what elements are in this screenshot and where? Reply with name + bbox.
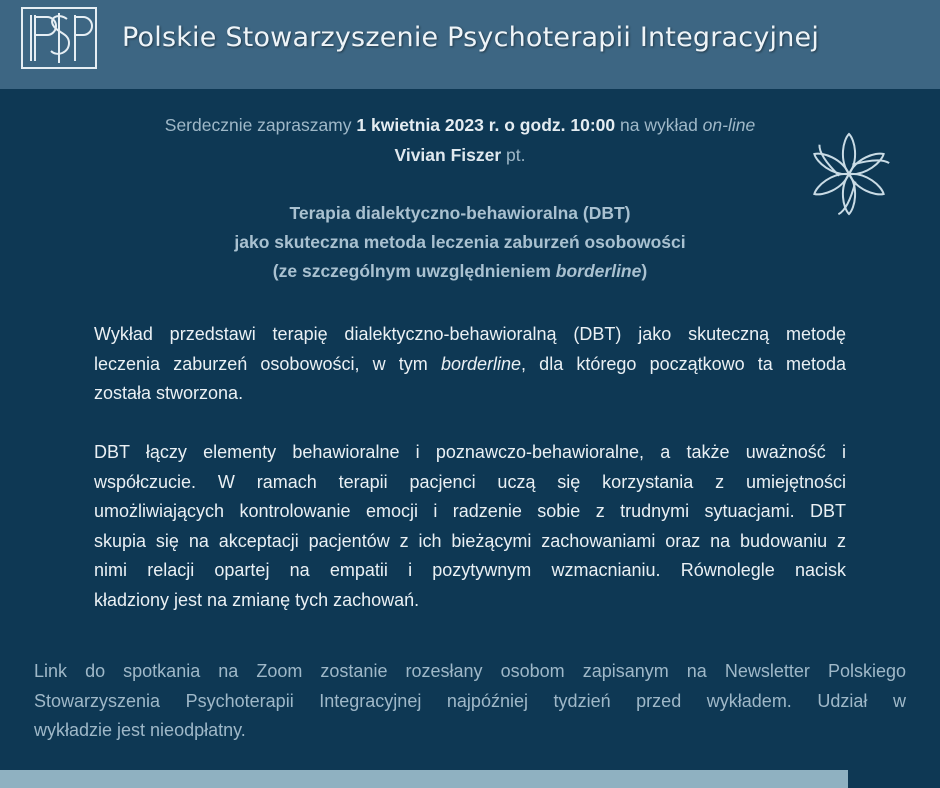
paragraph-1-line-2-suffix: , dla którego początkowo ta metoda (521, 353, 846, 374)
footer-note-line-1: Link do spotkania na Zoom zostanie rozesłany osobom zapisanym na Newsletter Polskiego (34, 661, 906, 681)
paragraph-1-line-1: Wykład przedstawi terapię dialektyczno-behawioralną (DBT) jako skuteczną metodę (94, 324, 846, 344)
event-date: 1 kwietnia 2023 r. o godz. 10:00 (356, 115, 616, 135)
speaker-suffix: pt. (501, 145, 526, 165)
invite-prefix: Serdecznie zapraszamy (164, 115, 357, 135)
title-3-italic: borderline (555, 261, 642, 281)
header-banner (0, 0, 940, 89)
invite-middle: na wykład (615, 115, 703, 135)
lecture-title-line-1: Terapia dialektyczno-behawioralna (DBT) (289, 203, 631, 223)
paragraph-1-line-2 (94, 350, 846, 380)
paragraph-2-line-5: nimi relacji opartej na empatii i pozytywnym wzmacnianiu. Równolegle nacisk (94, 560, 846, 580)
paragraph-2-line-1: DBT łączy elementy behawioralne i poznawczo-behawioralne, a także uważność i (94, 442, 846, 462)
title-3-suffix: ) (641, 261, 648, 281)
bottom-bar (0, 770, 848, 788)
title-3-prefix: (ze szczególnym uwzględnieniem (272, 261, 556, 281)
footer-note-line-3: wykładzie jest nieodpłatny. (34, 720, 246, 740)
footer-note (34, 657, 906, 746)
lecture-title-line-3 (0, 261, 920, 282)
footer-note-line-2: Stowarzyszenia Psychoterapii Integracyjnej najpóźniej tydzień przed wykładem. Udział w (34, 690, 906, 711)
speaker-name: Vivian Fiszer (394, 145, 502, 165)
paragraph-1-line-3: została stworzona. (94, 383, 244, 403)
invitation-line (0, 115, 920, 136)
event-format: on-line (702, 115, 756, 135)
speaker-line (0, 145, 920, 166)
paragraph-2-line-6: kładziony jest na zmianę tych zachowań. (94, 589, 420, 610)
paragraph-1-line-2-prefix: leczenia zaburzeń osobowości, w tym (94, 353, 441, 374)
pspi-logo-icon (21, 7, 97, 69)
paragraph-2-line-2: współczucie. W ramach terapii pacjenci uczą się korzystania z umiejętności (94, 471, 846, 492)
paragraph-1-line-2-italic: borderline (440, 353, 522, 374)
lecture-title-line-2: jako skuteczna metoda leczenia zaburzeń osobowości (234, 232, 686, 252)
description-paragraph-2 (94, 438, 846, 615)
paragraph-2-line-4: skupia się na akceptacji pacjentów z ich bieżącymi zachowaniami oraz na budowaniu z (94, 530, 846, 551)
description-paragraph-1 (94, 320, 846, 409)
organization-name: Polskie Stowarzyszenie Psychoterapii Integracyjnej (122, 22, 820, 53)
paragraph-2-line-3: umożliwiających kontrolowanie emocji i radzenie sobie z trudnymi sytuacjami. DBT (94, 501, 846, 521)
